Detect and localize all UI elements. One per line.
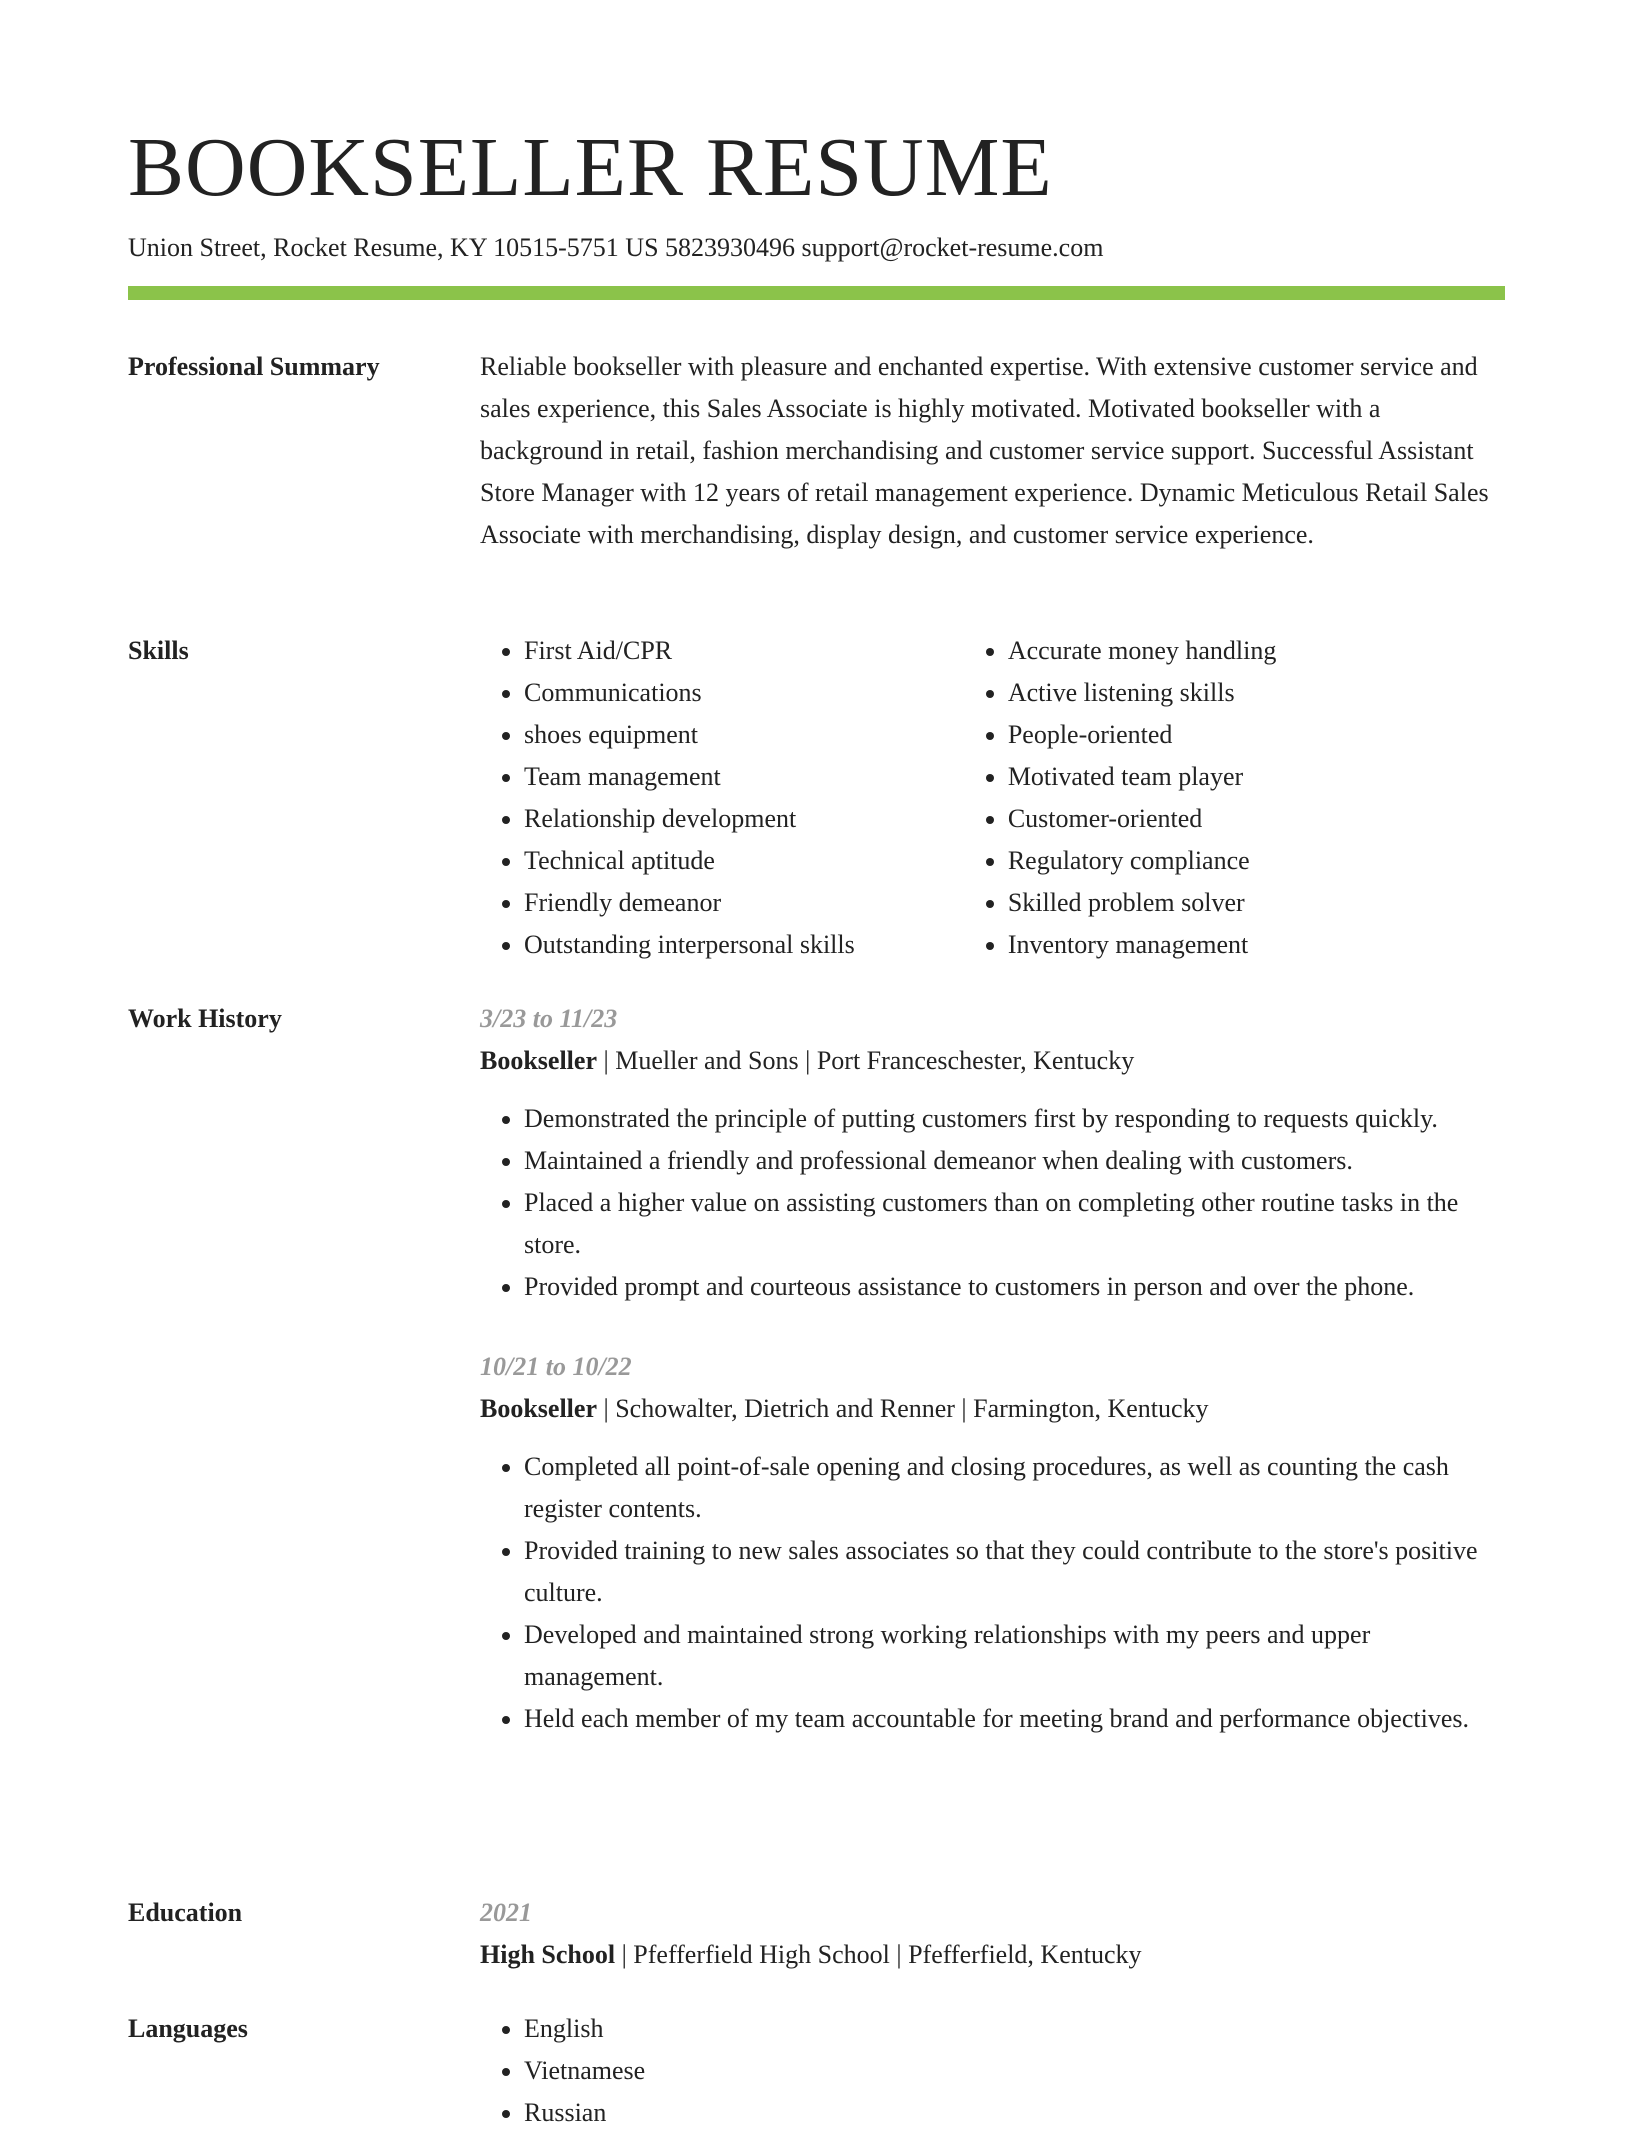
skills-label: Skills — [128, 636, 189, 665]
language-item: • Russian — [524, 2092, 1505, 2134]
resume-header — [128, 118, 1505, 266]
skill-item: • Team management — [524, 756, 964, 798]
skill-item: • shoes equipment — [524, 714, 964, 756]
skill-item: • Motivated team player — [1008, 756, 1505, 798]
job-heading — [480, 1388, 1505, 1430]
skill-item: • Regulatory compliance — [1008, 840, 1505, 882]
summary-label: Professional Summary — [128, 352, 380, 381]
skill-item: • Outstanding interpersonal skills — [524, 924, 964, 966]
skill-item: • People-oriented — [1008, 714, 1505, 756]
job-entry — [480, 998, 1505, 1308]
job-details: | Mueller and Sons | Port Franceschester, Kentucky — [597, 1046, 1135, 1075]
job-bullet: • Provided training to new sales associates so that they could contribute to the store's positive culture. — [524, 1530, 1505, 1614]
education-year: 2021 — [480, 1898, 532, 1927]
skill-item: • Inventory management — [1008, 924, 1505, 966]
skill-item: • Friendly demeanor — [524, 882, 964, 924]
languages-label: Languages — [128, 2014, 248, 2043]
skill-item: • Active listening skills — [1008, 672, 1505, 714]
language-item: • English — [524, 2008, 1505, 2050]
job-bullets — [480, 1098, 1505, 1308]
skill-item: • Communications — [524, 672, 964, 714]
job-title: Bookseller — [480, 1046, 597, 1075]
job-bullet: • Maintained a friendly and professional demeanor when dealing with customers. — [524, 1140, 1505, 1182]
work-history-label: Work History — [128, 1004, 282, 1033]
job-dates: 10/21 to 10/22 — [480, 1352, 632, 1381]
skill-item: • Relationship development — [524, 798, 964, 840]
skills-list-left — [480, 630, 964, 966]
skill-item: • First Aid/CPR — [524, 630, 964, 672]
header-divider — [128, 286, 1505, 300]
job-bullet: • Held each member of my team accountable for meeting brand and performance objectives. — [524, 1698, 1505, 1740]
languages-list — [480, 2008, 1505, 2134]
job-bullet: • Placed a higher value on assisting customers than on completing other routine tasks in the store. — [524, 1182, 1505, 1266]
skill-item: • Skilled problem solver — [1008, 882, 1505, 924]
skill-item: • Accurate money handling — [1008, 630, 1505, 672]
education-degree: High School — [480, 1940, 616, 1969]
resume-title: BOOKSELLER RESUME — [128, 121, 1053, 214]
skill-item: • Customer-oriented — [1008, 798, 1505, 840]
job-details: | Schowalter, Dietrich and Renner | Farmington, Kentucky — [597, 1394, 1209, 1423]
job-bullet: • Developed and maintained strong working relationships with my peers and upper management. — [524, 1614, 1505, 1698]
skill-item: • Technical aptitude — [524, 840, 964, 882]
job-bullet: • Provided prompt and courteous assistance to customers in person and over the phone. — [524, 1266, 1505, 1308]
job-bullet: • Completed all point-of-sale opening and closing procedures, as well as counting the cash register contents. — [524, 1446, 1505, 1530]
job-entry — [480, 1346, 1505, 1740]
language-item: • Vietnamese — [524, 2050, 1505, 2092]
job-bullets — [480, 1446, 1505, 1740]
skills-list-right — [964, 630, 1505, 966]
education-heading — [480, 1934, 1505, 1976]
contact-line: Union Street, Rocket Resume, KY 10515-5751 US 5823930496 support@rocket-resume.com — [128, 233, 1104, 262]
job-bullet: • Demonstrated the principle of putting customers first by responding to requests quickly. — [524, 1098, 1505, 1140]
education-details: | Pfefferfield High School | Pfefferfield, Kentucky — [615, 1940, 1142, 1969]
job-dates: 3/23 to 11/23 — [480, 1004, 618, 1033]
summary-text: Reliable bookseller with pleasure and enchanted expertise. With extensive customer service and sales experience, this Sales Associate is highly motivated. Motivated bookseller with a background in retail, fashion merchandising and customer service support. Successful Assistant Store Manager with 12 years of retail management experience. Dynamic Meticulous Retail Sales Associate with merchandising, display design, and customer service experience. — [480, 352, 1489, 549]
education-label: Education — [128, 1898, 243, 1927]
job-heading — [480, 1040, 1505, 1082]
job-title: Bookseller — [480, 1394, 597, 1423]
